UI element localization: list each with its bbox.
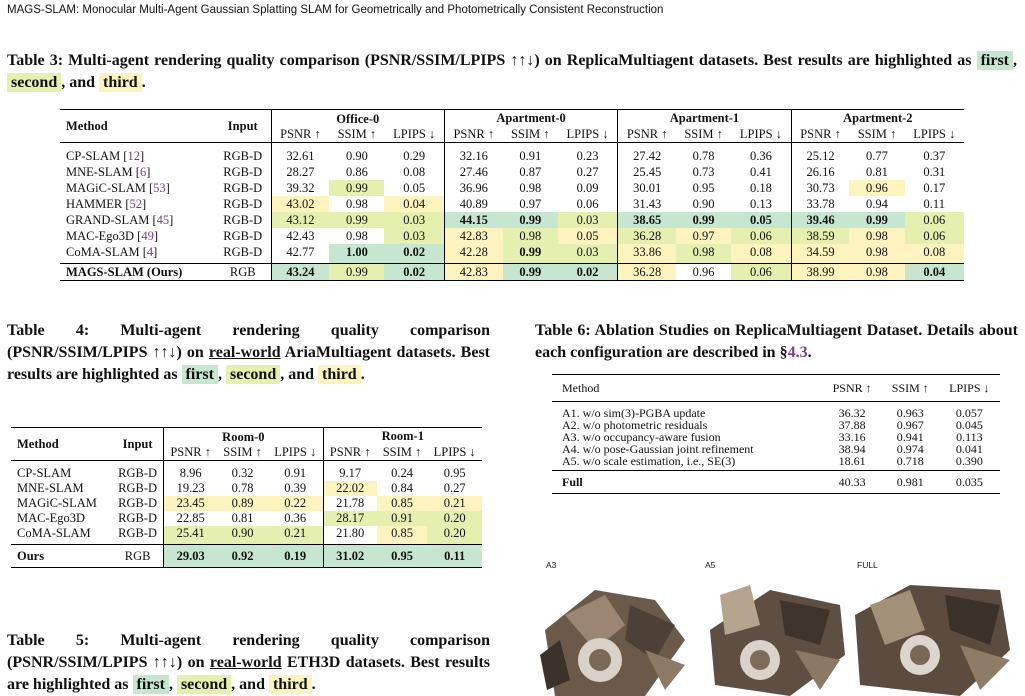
value-cell: 0.98 xyxy=(503,228,558,244)
period: . xyxy=(807,344,812,361)
value-cell: 0.981 xyxy=(896,475,924,489)
value-cell: 0.78 xyxy=(231,481,254,495)
input-cell: RGB-D xyxy=(118,466,158,480)
value-cell: 0.98 xyxy=(849,264,904,281)
table3-metric-head: LPIPS ↓ xyxy=(739,127,782,141)
value-cell: 0.73 xyxy=(692,165,715,179)
value-cell: 43.02 xyxy=(271,196,329,212)
value-cell: 36.28 xyxy=(618,228,676,244)
table3-group: Apartment-2 xyxy=(791,110,964,128)
value-cell: 0.84 xyxy=(391,481,413,495)
value-cell: 0.06 xyxy=(905,228,964,244)
value-cell: 0.95 xyxy=(443,466,466,480)
table3 xyxy=(60,109,964,281)
value-cell: 36.32 xyxy=(838,406,866,420)
value-cell: 0.057 xyxy=(955,406,983,420)
highlight-second: second xyxy=(226,365,280,384)
table-row xyxy=(60,180,964,196)
table3-group: Apartment-1 xyxy=(618,110,791,128)
value-cell: 0.09 xyxy=(576,181,599,195)
table3-metric-head: SSIM ↑ xyxy=(857,127,897,141)
value-cell: 30.73 xyxy=(791,180,849,196)
value-cell: 0.11 xyxy=(427,545,482,568)
method-cell: HAMMER [52] xyxy=(66,197,147,211)
highlight-first: first xyxy=(182,365,218,384)
table-row xyxy=(60,164,964,180)
value-cell: 0.963 xyxy=(896,406,924,420)
value-cell: 8.96 xyxy=(164,461,218,482)
value-cell: 0.87 xyxy=(519,165,542,179)
highlight-second: second xyxy=(7,73,61,92)
comma: , xyxy=(217,366,222,383)
method-cell: MAC-Ego3D [49] xyxy=(66,229,159,243)
table6-caption-text: Table 6: Ablation Studies on ReplicaMultiagent Dataset. Details about each configuration are described in § xyxy=(535,322,1018,361)
citation-link[interactable]: 6 xyxy=(139,165,147,179)
table3-metric-head: LPIPS ↓ xyxy=(393,127,436,141)
table4-metric-head: LPIPS ↓ xyxy=(433,445,476,459)
value-cell: 0.21 xyxy=(427,496,482,511)
table3-group: Office-0 xyxy=(271,110,444,128)
value-cell: 25.45 xyxy=(618,164,676,180)
value-cell: 0.20 xyxy=(427,511,482,526)
citation-link[interactable]: 49 xyxy=(141,229,154,243)
value-cell: 27.42 xyxy=(618,143,676,165)
method-cell: A2. w/o photometric residuals xyxy=(562,418,708,432)
value-cell: 0.31 xyxy=(923,165,946,179)
value-cell: 27.46 xyxy=(444,164,502,180)
table3-caption xyxy=(7,50,1017,94)
value-cell: 0.05 xyxy=(558,228,618,244)
value-cell: 0.99 xyxy=(503,264,558,281)
method-cell: MAGS-SLAM (Ours) xyxy=(66,265,183,279)
value-cell: 42.43 xyxy=(271,228,329,244)
method-cell: A3. w/o occupancy-aware fusion xyxy=(562,430,721,444)
method-cell: Ours xyxy=(17,548,45,563)
value-cell: 0.81 xyxy=(231,511,254,525)
value-cell: 32.61 xyxy=(271,143,329,165)
table6 xyxy=(552,374,1000,494)
table3-metric-head: PSNR ↑ xyxy=(791,127,849,143)
value-cell: 31.02 xyxy=(323,545,377,568)
value-cell: 39.46 xyxy=(791,212,849,228)
value-cell: 0.390 xyxy=(955,454,983,468)
table-row xyxy=(11,461,482,482)
value-cell: 0.99 xyxy=(329,180,384,196)
comma: , xyxy=(168,676,173,693)
value-cell: 0.37 xyxy=(923,149,946,163)
value-cell: 0.045 xyxy=(955,418,983,432)
value-cell: 43.12 xyxy=(271,212,329,228)
table-row xyxy=(11,496,482,511)
value-cell: 39.32 xyxy=(271,180,329,196)
value-cell: 0.99 xyxy=(329,212,384,228)
table3-metric-head: PSNR ↑ xyxy=(271,127,329,143)
method-cell: MAGiC-SLAM xyxy=(17,496,97,510)
value-cell: 0.21 xyxy=(268,526,323,545)
table4-metric-head: SSIM ↑ xyxy=(382,445,422,459)
input-cell: RGB-D xyxy=(223,165,263,179)
table4-caption-underline: real-world xyxy=(208,344,281,361)
highlight-third: third xyxy=(318,365,361,384)
value-cell: 33.78 xyxy=(791,196,849,212)
input-cell: RGB-D xyxy=(223,197,263,211)
citation-link[interactable]: 53 xyxy=(153,181,166,195)
value-cell: 0.98 xyxy=(849,244,904,264)
value-cell: 22.85 xyxy=(164,511,218,526)
input-cell: RGB-D xyxy=(223,245,263,259)
figure-label-a5: A5 xyxy=(705,560,716,570)
value-cell: 0.98 xyxy=(519,181,542,195)
value-cell: 37.88 xyxy=(838,418,866,432)
table3-metric-head: SSIM ↑ xyxy=(684,127,723,141)
table3-caption-text: Table 3: Multi-agent rendering quality comparison (PSNR/SSIM/LPIPS ↑↑↓) on ReplicaMultiagent datasets. Best results are highlighted as xyxy=(7,52,972,69)
value-cell: 0.02 xyxy=(558,264,618,281)
table-row xyxy=(552,402,1000,420)
value-cell: 0.92 xyxy=(217,545,268,568)
value-cell: 30.01 xyxy=(618,180,676,196)
value-cell: 42.83 xyxy=(444,264,502,281)
value-cell: 0.98 xyxy=(676,244,731,264)
citation-link[interactable]: 45 xyxy=(156,213,170,227)
table3-metric-head: PSNR ↑ xyxy=(618,127,676,143)
value-cell: 0.99 xyxy=(503,244,558,264)
method-cell: MAGiC-SLAM [53] xyxy=(66,181,170,195)
value-cell: 42.77 xyxy=(271,244,329,264)
value-cell: 0.95 xyxy=(692,181,715,195)
table4-head-method: Method xyxy=(17,436,59,451)
table6-head-psnr: PSNR ↑ xyxy=(832,381,872,395)
highlight-third: third xyxy=(99,73,142,92)
value-cell: 36.96 xyxy=(444,180,502,196)
value-cell: 21.78 xyxy=(323,496,377,511)
input-cell: RGB xyxy=(229,265,256,279)
value-cell: 0.06 xyxy=(905,212,964,228)
method-cell: MNE-SLAM [6] xyxy=(66,165,151,179)
value-cell: 23.45 xyxy=(164,496,218,511)
value-cell: 0.17 xyxy=(923,181,946,195)
table3-head-input: Input xyxy=(227,118,258,133)
value-cell: 0.77 xyxy=(866,149,888,163)
value-cell: 0.39 xyxy=(284,481,307,495)
value-cell: 0.03 xyxy=(384,212,444,228)
table5-caption-text: Table 5: Multi-agent rendering quality comparison (PSNR/SSIM/LPIPS ↑↑↓) on xyxy=(7,632,490,671)
value-cell: 0.20 xyxy=(427,526,482,545)
value-cell: 44.15 xyxy=(444,212,502,228)
value-cell: 0.18 xyxy=(749,181,772,195)
figure-label-full: FULL xyxy=(857,560,878,570)
table4-metric-head: PSNR ↑ xyxy=(164,445,218,461)
value-cell: 36.28 xyxy=(618,264,676,281)
value-cell: 29.03 xyxy=(164,545,218,568)
value-cell: 0.99 xyxy=(676,212,731,228)
input-cell: RGB-D xyxy=(223,149,263,163)
highlight-first: first xyxy=(133,675,169,694)
value-cell: 0.29 xyxy=(403,149,426,163)
input-cell: RGB-D xyxy=(223,229,263,243)
table4-caption-text-2: AriaMultiagent datasets. Best results are highlighted as xyxy=(7,344,490,383)
running-head: MAGS-SLAM: Monocular Multi-Agent Gaussian Splatting SLAM for Geometrically and Photometrically Consistent Reconstruction xyxy=(7,4,664,16)
table5-caption-text-2: ETH3D datasets. Best results are highlighted as xyxy=(7,654,491,693)
value-cell: 33.16 xyxy=(838,430,866,444)
citation-link[interactable]: 4 xyxy=(146,245,154,259)
value-cell: 0.89 xyxy=(217,496,268,511)
value-cell: 33.86 xyxy=(618,244,676,264)
value-cell: 0.90 xyxy=(217,526,268,545)
value-cell: 0.24 xyxy=(391,466,413,480)
value-cell: 0.22 xyxy=(268,496,323,511)
table4-metric-head: SSIM ↑ xyxy=(223,445,262,459)
value-cell: 43.24 xyxy=(271,264,329,281)
table5-caption xyxy=(7,630,490,696)
value-cell: 0.041 xyxy=(955,442,983,456)
value-cell: 0.81 xyxy=(866,165,888,179)
value-cell: 0.94 xyxy=(866,197,888,211)
value-cell: 0.85 xyxy=(377,526,428,545)
table-row xyxy=(60,212,964,228)
method-cell: MNE-SLAM xyxy=(17,481,84,495)
and-text: , and xyxy=(61,74,96,91)
method-cell: CP-SLAM xyxy=(17,466,72,480)
value-cell: 9.17 xyxy=(323,461,377,482)
period: . xyxy=(141,74,146,91)
value-cell: 0.718 xyxy=(896,454,924,468)
method-cell: GRAND-SLAM [45] xyxy=(66,213,174,227)
value-cell: 0.95 xyxy=(377,545,428,568)
value-cell: 0.967 xyxy=(896,418,924,432)
table3-metric-head: SSIM ↑ xyxy=(510,127,550,141)
highlight-first: first xyxy=(977,51,1013,70)
value-cell: 34.59 xyxy=(791,244,849,264)
value-cell: 0.04 xyxy=(384,196,444,212)
value-cell: 0.08 xyxy=(905,244,964,264)
value-cell: 0.90 xyxy=(345,149,368,163)
table3-group: Apartment-0 xyxy=(444,110,617,128)
value-cell: 0.91 xyxy=(284,466,307,480)
value-cell: 0.06 xyxy=(731,228,791,244)
table4-head-input: Input xyxy=(122,436,153,451)
value-cell: 0.97 xyxy=(676,228,731,244)
table-row xyxy=(552,471,1000,494)
figure-reconstruction-full xyxy=(850,575,1015,696)
value-cell: 25.41 xyxy=(164,526,218,545)
value-cell: 0.02 xyxy=(384,264,444,281)
table3-metric-head: SSIM ↑ xyxy=(337,127,377,141)
value-cell: 0.99 xyxy=(849,212,904,228)
value-cell: 19.23 xyxy=(164,481,218,496)
comma: , xyxy=(1013,52,1018,69)
value-cell: 0.99 xyxy=(329,264,384,281)
input-cell: RGB-D xyxy=(223,181,263,195)
table6-caption xyxy=(535,320,1018,364)
method-cell: A1. w/o sim(3)-PGBA update xyxy=(562,406,706,420)
value-cell: 0.05 xyxy=(403,181,426,195)
table-row xyxy=(60,244,964,264)
value-cell: 40.89 xyxy=(444,196,502,212)
table6-head-ssim: SSIM ↑ xyxy=(891,381,929,395)
method-cell: Full xyxy=(562,475,583,489)
table-row xyxy=(60,228,964,244)
input-cell: RGB-D xyxy=(118,481,158,495)
value-cell: 0.04 xyxy=(905,264,964,281)
highlight-second: second xyxy=(177,675,231,694)
value-cell: 0.97 xyxy=(519,197,542,211)
value-cell: 22.02 xyxy=(323,481,377,496)
value-cell: 38.65 xyxy=(618,212,676,228)
value-cell: 0.113 xyxy=(956,430,983,444)
table-row xyxy=(11,481,482,496)
table3-metric-head: LPIPS ↓ xyxy=(913,127,956,141)
table-row xyxy=(552,455,1000,471)
method-cell: A4. w/o pose-Gaussian joint refinement xyxy=(562,442,754,456)
table6-head-method: Method xyxy=(562,381,600,395)
value-cell: 0.36 xyxy=(749,149,772,163)
input-cell: RGB-D xyxy=(118,496,158,510)
value-cell: 0.06 xyxy=(731,264,791,281)
input-cell: RGB-D xyxy=(118,511,158,525)
citation-link[interactable]: 12 xyxy=(127,149,140,163)
table6-head-lpips: LPIPS ↓ xyxy=(949,381,990,395)
value-cell: 0.05 xyxy=(731,212,791,228)
value-cell: 0.41 xyxy=(749,165,772,179)
value-cell: 0.06 xyxy=(576,197,599,211)
table5-caption-underline: real-world xyxy=(209,654,282,671)
figure-label-a3: A3 xyxy=(546,560,557,570)
value-cell: 0.03 xyxy=(558,244,618,264)
value-cell: 28.27 xyxy=(271,164,329,180)
table-row xyxy=(11,526,482,545)
value-cell: 0.32 xyxy=(231,466,254,480)
table4-caption-text: Table 4: Multi-agent rendering quality comparison (PSNR/SSIM/LPIPS ↑↑↓) on xyxy=(7,322,490,361)
value-cell: 0.91 xyxy=(377,511,428,526)
value-cell: 0.11 xyxy=(923,197,945,211)
value-cell: 0.78 xyxy=(692,149,715,163)
table3-head-method: Method xyxy=(66,118,108,133)
value-cell: 18.61 xyxy=(838,454,866,468)
table4-caption xyxy=(7,320,490,386)
value-cell: 38.94 xyxy=(838,442,866,456)
figure-reconstruction-a5 xyxy=(700,575,850,696)
and-text: , and xyxy=(231,676,265,693)
citation-link[interactable]: 52 xyxy=(129,197,143,211)
and-text: , and xyxy=(280,366,315,383)
value-cell: 0.08 xyxy=(731,244,791,264)
value-cell: 0.96 xyxy=(849,180,904,196)
table-row xyxy=(60,143,964,165)
table4-group: Room-1 xyxy=(323,428,482,446)
value-cell: 0.19 xyxy=(268,545,323,568)
method-cell: CP-SLAM [12] xyxy=(66,149,145,163)
section-ref-link[interactable]: 4.3 xyxy=(787,344,808,361)
method-cell: A5. w/o scale estimation, i.e., SE(3) xyxy=(562,454,736,468)
table4-metric-head: LPIPS ↓ xyxy=(274,445,317,459)
value-cell: 0.03 xyxy=(384,228,444,244)
value-cell: 0.13 xyxy=(749,197,772,211)
period: . xyxy=(360,366,365,383)
value-cell: 38.99 xyxy=(791,264,849,281)
value-cell: 0.98 xyxy=(849,228,904,244)
value-cell: 0.86 xyxy=(345,165,368,179)
table3-metric-head: PSNR ↑ xyxy=(444,127,502,143)
period: . xyxy=(311,676,316,693)
value-cell: 26.16 xyxy=(791,164,849,180)
value-cell: 0.035 xyxy=(955,475,983,489)
value-cell: 0.03 xyxy=(558,212,618,228)
value-cell: 42.28 xyxy=(444,244,502,264)
value-cell: 0.27 xyxy=(443,481,466,495)
value-cell: 31.43 xyxy=(618,196,676,212)
figure-reconstruction-a3 xyxy=(535,570,695,696)
table4 xyxy=(11,427,482,568)
value-cell: 42.83 xyxy=(444,228,502,244)
input-cell: RGB-D xyxy=(118,526,158,540)
value-cell: 1.00 xyxy=(329,244,384,264)
value-cell: 0.98 xyxy=(345,229,368,243)
value-cell: 0.36 xyxy=(284,511,307,525)
value-cell: 0.941 xyxy=(896,430,924,444)
table-row xyxy=(60,196,964,212)
value-cell: 25.12 xyxy=(791,143,849,165)
value-cell: 0.974 xyxy=(896,442,924,456)
value-cell: 28.17 xyxy=(323,511,377,526)
method-cell: MAC-Ego3D xyxy=(17,511,86,525)
value-cell: 0.96 xyxy=(692,265,715,279)
input-cell: RGB xyxy=(124,548,151,563)
value-cell: 38.59 xyxy=(791,228,849,244)
table4-metric-head: PSNR ↑ xyxy=(323,445,377,461)
method-cell: CoMA-SLAM xyxy=(17,526,91,540)
value-cell: 40.33 xyxy=(838,475,866,489)
value-cell: 0.99 xyxy=(503,212,558,228)
value-cell: 0.23 xyxy=(576,149,599,163)
value-cell: 32.16 xyxy=(444,143,502,165)
method-cell: CoMA-SLAM [4] xyxy=(66,245,158,259)
value-cell: 0.08 xyxy=(403,165,426,179)
input-cell: RGB-D xyxy=(223,213,263,227)
value-cell: 21.80 xyxy=(323,526,377,545)
table3-metric-head: LPIPS ↓ xyxy=(566,127,609,141)
value-cell: 0.91 xyxy=(519,149,542,163)
table-row xyxy=(11,511,482,526)
highlight-third: third xyxy=(269,675,312,694)
table-row xyxy=(60,264,964,281)
value-cell: 0.85 xyxy=(377,496,428,511)
value-cell: 0.27 xyxy=(576,165,599,179)
value-cell: 0.98 xyxy=(345,197,368,211)
value-cell: 0.90 xyxy=(692,197,715,211)
table-row xyxy=(11,545,482,568)
value-cell: 0.02 xyxy=(384,244,444,264)
table4-group: Room-0 xyxy=(164,428,323,446)
